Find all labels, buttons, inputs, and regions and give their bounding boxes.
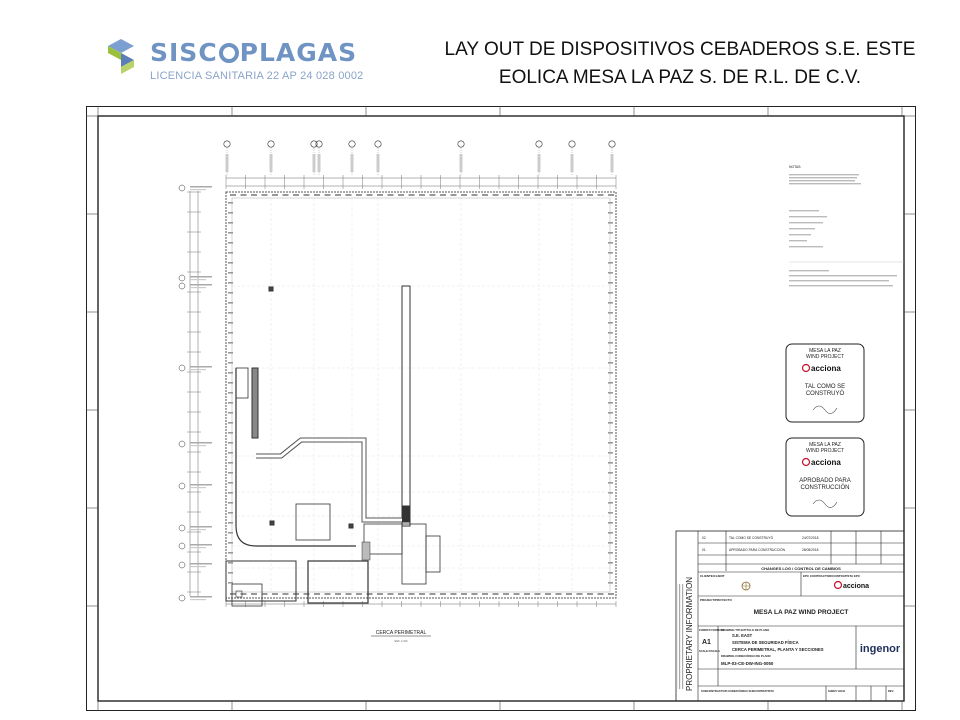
fence-post-label-top bbox=[409, 194, 415, 196]
project-label: PROJECT/PROYECTO bbox=[700, 598, 732, 602]
fence-post-label-left bbox=[228, 292, 233, 294]
fence-post-label-right bbox=[608, 562, 613, 564]
fence-post-label-bottom bbox=[430, 593, 436, 595]
fence-post-label-right bbox=[608, 232, 613, 234]
plan-label: CERCA PERIMETRAL bbox=[375, 630, 427, 636]
fence-post-label-left bbox=[228, 522, 233, 524]
fence-post-label-top bbox=[335, 194, 341, 196]
legend-line bbox=[789, 222, 823, 223]
fence-post-label-left bbox=[228, 432, 233, 434]
fence-post-label-left bbox=[228, 422, 233, 424]
company-name-text-2: PLAGAS bbox=[239, 38, 358, 67]
fence-post-label-right bbox=[608, 542, 613, 544]
proprietary-text-lines bbox=[676, 584, 683, 689]
fence-post-label-right bbox=[608, 462, 613, 464]
fence-post-label-top bbox=[472, 194, 478, 196]
plan-scale-label: ESC. 1:100 bbox=[394, 640, 408, 643]
fence-post-label-bottom bbox=[335, 593, 341, 595]
fence-post-label-right bbox=[608, 202, 613, 204]
fence-post-label-bottom bbox=[472, 593, 478, 595]
fence-post-label-right bbox=[608, 372, 613, 374]
fence-post-label-bottom bbox=[356, 593, 362, 595]
notes-title: NOTAS: bbox=[789, 165, 802, 169]
fence-post-label-top bbox=[608, 194, 614, 196]
legend-line bbox=[789, 240, 807, 241]
fence-post-label-bottom bbox=[367, 593, 373, 595]
fence-post-label-left bbox=[228, 362, 233, 364]
sheet-label: SHEET/ HOJA bbox=[828, 690, 846, 693]
fence-post-label-left bbox=[228, 322, 233, 324]
reference-line bbox=[789, 285, 893, 286]
legend-line bbox=[789, 234, 811, 235]
fence-post-label-top bbox=[283, 194, 289, 196]
fence-post-label-top bbox=[346, 194, 352, 196]
stamp-project-line: MESA LA PAZ bbox=[809, 442, 841, 448]
fence-post-label-bottom bbox=[272, 593, 278, 595]
fence-post-label-bottom bbox=[556, 593, 562, 595]
legend-line bbox=[789, 228, 815, 229]
fence-post-label-right bbox=[608, 552, 613, 554]
stamp-project-line: WIND PROJECT bbox=[805, 448, 845, 454]
fence-post-label-top bbox=[524, 194, 530, 196]
fence-post-label-left bbox=[228, 282, 233, 284]
fence-post-label-left bbox=[228, 332, 233, 334]
fence-post-label-left bbox=[228, 232, 233, 234]
drawing-title-1: S.E. EAST bbox=[732, 633, 753, 638]
project-name: MESA LA PAZ WIND PROJECT bbox=[753, 609, 849, 616]
note-line bbox=[789, 177, 857, 178]
fence-post-label-right bbox=[608, 502, 613, 504]
fence-post-label-top bbox=[230, 194, 236, 196]
company-name-text: SISC bbox=[150, 38, 218, 67]
reference-line bbox=[789, 275, 897, 276]
note-line bbox=[789, 180, 855, 181]
fence-post-label-top bbox=[377, 194, 383, 196]
fence-post-label-right bbox=[608, 312, 613, 314]
fence-post-label-right bbox=[608, 352, 613, 354]
fence-post-label-left bbox=[228, 222, 233, 224]
fence-post-label-bottom bbox=[388, 593, 394, 595]
note-line bbox=[789, 174, 859, 175]
fence-post-label-left bbox=[228, 552, 233, 554]
fence-post-label-left bbox=[228, 482, 233, 484]
fence-post-label-left bbox=[228, 252, 233, 254]
title-line-1: LAY OUT DE DISPOSITIVOS CEBADEROS S.E. ESTE bbox=[444, 39, 916, 60]
fence-post-label-right bbox=[608, 492, 613, 494]
fence-post-label-right bbox=[608, 272, 613, 274]
fence-post-label-top bbox=[262, 194, 268, 196]
fence-post-label-top bbox=[577, 194, 583, 196]
fence-post-label-top bbox=[251, 194, 257, 196]
fence-post-label-right bbox=[608, 242, 613, 244]
fence-post-label-bottom bbox=[409, 593, 415, 595]
fence-post-label-bottom bbox=[461, 593, 467, 595]
fence-post-label-bottom bbox=[398, 593, 404, 595]
reference-line bbox=[789, 280, 889, 281]
fence-post-label-top bbox=[325, 194, 331, 196]
fence-post-label-bottom bbox=[503, 593, 509, 595]
fence-post-label-right bbox=[608, 522, 613, 524]
fence-post-label-bottom bbox=[451, 593, 457, 595]
fence-post-label-left bbox=[228, 512, 233, 514]
fence-post-label-bottom bbox=[608, 593, 614, 595]
fence-post-label-left bbox=[228, 572, 233, 574]
fence-post-label-right bbox=[608, 302, 613, 304]
fence-post-label-bottom bbox=[566, 593, 572, 595]
drawing-code: MLP-03-CE-DW-ING-0050 bbox=[721, 661, 774, 666]
fence-post-label-bottom bbox=[493, 593, 499, 595]
fence-post-label-bottom bbox=[577, 593, 583, 595]
change-desc-01: APROBADO PARA CONSTRUCCIÓN bbox=[729, 548, 785, 552]
drawing-title-2: SISTEMA DE SEGURIDAD FÍSICA bbox=[732, 640, 799, 645]
company-logo-icon bbox=[104, 38, 138, 74]
fence-post-label-left bbox=[228, 472, 233, 474]
legend-line bbox=[789, 216, 827, 217]
fence-post-label-left bbox=[228, 382, 233, 384]
proprietary-title: PROPRIETARY INFORMATION bbox=[685, 576, 694, 691]
fence-post-label-top bbox=[440, 194, 446, 196]
fence-post-label-top bbox=[493, 194, 499, 196]
fence-post-label-bottom bbox=[514, 593, 520, 595]
fence-post-label-bottom bbox=[440, 593, 446, 595]
stamp-1 bbox=[786, 344, 864, 422]
fence-post-label-top bbox=[304, 194, 310, 196]
fence-post-label-right bbox=[608, 512, 613, 514]
rev-label: REV. bbox=[888, 690, 894, 693]
license-text: LICENCIA SANITARIA 22 AP 24 028 0002 bbox=[150, 70, 364, 82]
fence-post-label-left bbox=[228, 442, 233, 444]
stamp-brand: acciona bbox=[811, 364, 841, 373]
fence-post-label-right bbox=[608, 472, 613, 474]
fence-post-label-right bbox=[608, 572, 613, 574]
change-date-02: 24/07/2018 bbox=[802, 536, 819, 540]
epc-label: EPC CONTRACTOR/CONTRATISTA EPC bbox=[803, 574, 861, 578]
fence-post-label-left bbox=[228, 352, 233, 354]
client-label: CLIENTE/CLIENT bbox=[700, 574, 725, 578]
proprietary-fine-print bbox=[679, 584, 680, 689]
fence-post-label-top bbox=[356, 194, 362, 196]
fence-post-label-left bbox=[228, 502, 233, 504]
fence-post-label-bottom bbox=[482, 593, 488, 595]
fence-post-label-left bbox=[228, 312, 233, 314]
fence-post-label-left bbox=[228, 462, 233, 464]
drawing-title-3: CERCA PERIMETRAL, PLANTA Y SECCIONES bbox=[732, 647, 824, 652]
fence-post-label-top bbox=[293, 194, 299, 196]
page-title bbox=[420, 36, 940, 92]
fence-post-label-left bbox=[228, 342, 233, 344]
fence-post-label-left bbox=[228, 412, 233, 414]
fence-post-label-top bbox=[451, 194, 457, 196]
fence-post-label-left bbox=[228, 202, 233, 204]
drawing-title-label: DRAWING TITLE/TÍTULO DE PLANO bbox=[721, 628, 770, 632]
changes-log-title: CHANGES LOG / CONTROL DE CAMBIOS bbox=[761, 566, 841, 571]
epc-acciona-text: acciona bbox=[843, 583, 870, 590]
fence-post-label-top bbox=[398, 194, 404, 196]
fence-post-label-left bbox=[228, 212, 233, 214]
stamp-status-line: CONSTRUCCIÓN bbox=[800, 485, 850, 491]
proprietary-fine-print bbox=[682, 584, 683, 689]
fence-post-label-right bbox=[608, 252, 613, 254]
fence-post-label-top bbox=[545, 194, 551, 196]
fence-post-label-top bbox=[556, 194, 562, 196]
fence-post-label-bottom bbox=[314, 593, 320, 595]
fence-post-label-right bbox=[608, 532, 613, 534]
fence-post-label-right bbox=[608, 422, 613, 424]
reference-line bbox=[789, 270, 829, 271]
proprietary-fine-print bbox=[676, 584, 677, 689]
fence-post-label-left bbox=[228, 582, 233, 584]
fence-post-label-bottom bbox=[587, 593, 593, 595]
ingenor-logo: ingenor bbox=[859, 643, 901, 655]
fence-post-label-bottom bbox=[304, 593, 310, 595]
fence-post-label-right bbox=[608, 392, 613, 394]
scale-label: SCALE/ ESCALA bbox=[699, 650, 720, 653]
legend-line bbox=[789, 246, 823, 247]
fence-post-label-top bbox=[587, 194, 593, 196]
fence-post-label-right bbox=[608, 262, 613, 264]
fence-post-label-left bbox=[228, 492, 233, 494]
fence-post-label-bottom bbox=[419, 593, 425, 595]
title-line-2: EOLICA MESA LA PAZ S. DE R.L. DE C.V. bbox=[498, 67, 862, 88]
client-emblem bbox=[742, 582, 750, 590]
fence-post-label-top bbox=[598, 194, 604, 196]
stamp-project-line: MESA LA PAZ bbox=[809, 348, 841, 354]
fence-post-label-bottom bbox=[346, 593, 352, 595]
change-rev-01: 01 bbox=[702, 548, 706, 552]
fence-post-label-bottom bbox=[241, 593, 247, 595]
fence-post-label-bottom bbox=[230, 593, 236, 595]
fence-post-label-left bbox=[228, 272, 233, 274]
fence-post-label-left bbox=[228, 542, 233, 544]
change-desc-02: TAL COMO SE CONSTRUYÓ bbox=[729, 536, 774, 540]
format-value: A1 bbox=[702, 639, 711, 646]
fence-post-label-top bbox=[314, 194, 320, 196]
fence-post-label-left bbox=[228, 302, 233, 304]
stamp-status-line: TAL COMO SE bbox=[804, 384, 846, 390]
fence-post-label-right bbox=[608, 452, 613, 454]
change-date-01: 28/05/2018 bbox=[802, 548, 819, 552]
fence-post-label-top bbox=[461, 194, 467, 196]
fence-post-label-top bbox=[367, 194, 373, 196]
fence-post-label-right bbox=[608, 582, 613, 584]
company-logo bbox=[104, 36, 394, 86]
change-rev-02: 02 bbox=[702, 536, 706, 540]
fence-post-label-bottom bbox=[535, 593, 541, 595]
fence-post-label-top bbox=[419, 194, 425, 196]
legend-line bbox=[789, 210, 819, 211]
fence-post-label-bottom bbox=[598, 593, 604, 595]
fence-post-label-right bbox=[608, 362, 613, 364]
fence-post-label-top bbox=[503, 194, 509, 196]
fence-post-label-right bbox=[608, 212, 613, 214]
fence-post-label-right bbox=[608, 482, 613, 484]
fence-post-label-top bbox=[566, 194, 572, 196]
drawing-sheet bbox=[86, 106, 916, 711]
fence-post-label-top bbox=[482, 194, 488, 196]
fence-post-label-right bbox=[608, 292, 613, 294]
fence-post-label-top bbox=[388, 194, 394, 196]
note-line bbox=[789, 183, 861, 184]
fence-post-label-left bbox=[228, 402, 233, 404]
fence-post-label-left bbox=[228, 452, 233, 454]
fence-post-label-left bbox=[228, 532, 233, 534]
fence-post-label-top bbox=[430, 194, 436, 196]
format-label: FORMAT/ FORMATO bbox=[699, 629, 725, 632]
fence-post-label-bottom bbox=[545, 593, 551, 595]
fence-post-label-right bbox=[608, 442, 613, 444]
subcontractor-label: SUBCONTRACTOR CODE/CÓDIGO SUBCONTRATISTA bbox=[701, 689, 775, 693]
drawing-code-label: DRAWING CODE/CÓDIGO DE PLANO bbox=[721, 654, 771, 658]
fence-post-label-right bbox=[608, 282, 613, 284]
fence-post-label-top bbox=[535, 194, 541, 196]
fence-post-label-right bbox=[608, 402, 613, 404]
company-name bbox=[150, 39, 357, 67]
fence-post-label-right bbox=[608, 382, 613, 384]
fence-post-label-left bbox=[228, 392, 233, 394]
fence-post-label-bottom bbox=[283, 593, 289, 595]
fence-post-label-right bbox=[608, 332, 613, 334]
fence-post-label-top bbox=[272, 194, 278, 196]
fence-post-label-top bbox=[514, 194, 520, 196]
logo-ring-o bbox=[219, 43, 239, 63]
stamp-brand: acciona bbox=[811, 458, 841, 467]
fence-post-label-right bbox=[608, 322, 613, 324]
fence-post-label-right bbox=[608, 342, 613, 344]
fence-post-label-right bbox=[608, 222, 613, 224]
fence-post-label-left bbox=[228, 262, 233, 264]
fence-post-label-bottom bbox=[377, 593, 383, 595]
stamp-status-line: CONSTRUYÓ bbox=[805, 391, 845, 397]
fence-post-label-right bbox=[608, 412, 613, 414]
fence-post-label-left bbox=[228, 562, 233, 564]
fence-post-label-right bbox=[608, 432, 613, 434]
stamp-2 bbox=[786, 438, 864, 516]
fence-post-label-bottom bbox=[325, 593, 331, 595]
fence-post-label-left bbox=[228, 242, 233, 244]
stamp-project-line: WIND PROJECT bbox=[805, 354, 845, 360]
fence-post-label-bottom bbox=[251, 593, 257, 595]
fence-post-label-top bbox=[241, 194, 247, 196]
fence-post-label-bottom bbox=[524, 593, 530, 595]
stamp-status-line: APROBADO PARA bbox=[799, 478, 851, 484]
fence-post-label-left bbox=[228, 372, 233, 374]
